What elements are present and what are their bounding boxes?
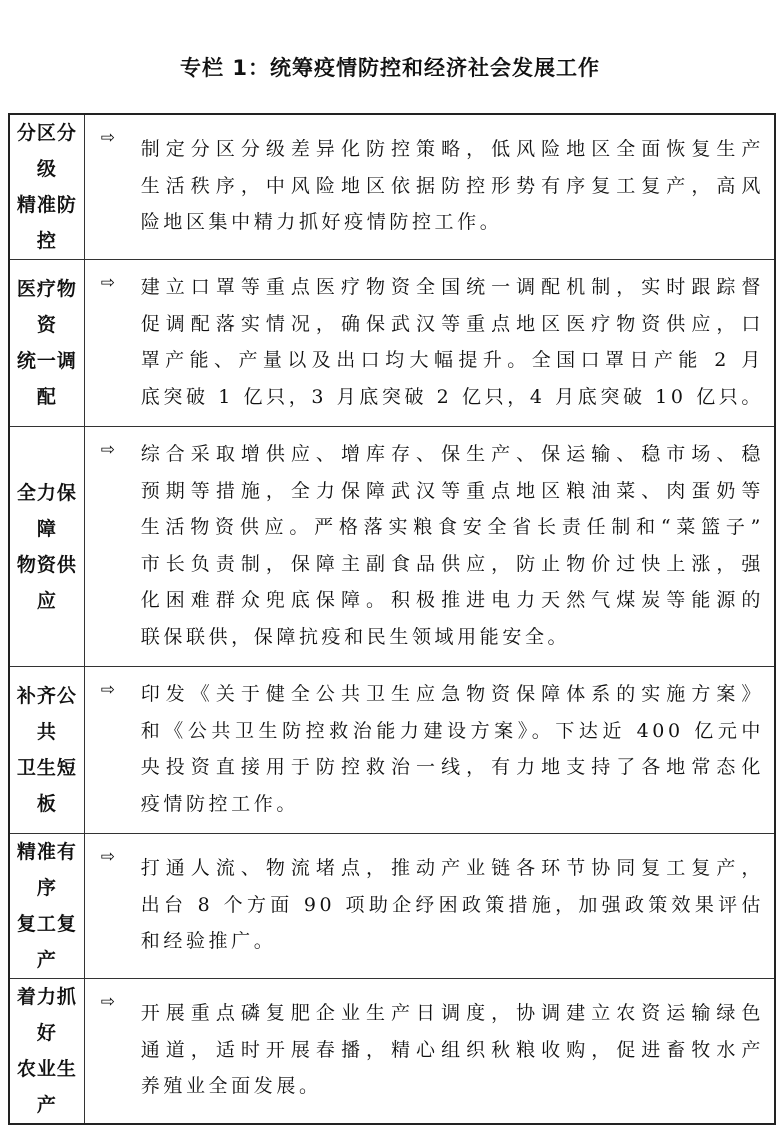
content-line: 疫情防控工作。 bbox=[140, 792, 299, 815]
content-line: 罩产能、产量以及出口均大幅提升。全国口罩日产能 2 月 bbox=[140, 349, 764, 371]
table-row bbox=[9, 667, 775, 834]
row-heading-line: 着力抓好 bbox=[16, 986, 77, 1044]
content-line: 化困难群众兜底保障。积极推进电力天然气煤炭等能源的 bbox=[140, 589, 764, 611]
row-heading bbox=[9, 260, 84, 427]
content-line: 出台 8 个方面 90 项助企纾困政策措施，加强政策效果评估 bbox=[140, 893, 764, 916]
row-heading-line: 医疗物资 bbox=[16, 278, 77, 336]
row-heading bbox=[9, 667, 84, 834]
hollow-arrow-bullet-icon: ⇨ bbox=[100, 128, 115, 148]
table-row bbox=[9, 427, 775, 667]
row-heading bbox=[9, 114, 84, 260]
table-row bbox=[9, 979, 775, 1125]
row-content bbox=[84, 979, 775, 1125]
content-line: 促调配落实情况，确保武汉等重点地区医疗物资供应，口 bbox=[140, 312, 764, 335]
content-line: 险地区集中精力抓好疫情防控工作。 bbox=[140, 211, 503, 234]
content-line: 开展重点磷复肥企业生产日调度，协调建立农资运输绿色 bbox=[140, 1002, 764, 1025]
content-line: 综合采取增供应、增库存、保生产、保运输、稳市场、稳 bbox=[140, 443, 764, 465]
content-line: 央投资直接用于防控救治一线，有力地支持了各地常态化 bbox=[140, 756, 764, 778]
row-heading-line: 分区分级 bbox=[16, 122, 77, 180]
content-line: 和经验推广。 bbox=[140, 930, 277, 953]
row-heading-line: 全力保障 bbox=[16, 481, 77, 540]
content-line: 市长负责制，保障主副食品供应，防止物价过快上涨，强 bbox=[140, 552, 764, 575]
row-heading-line: 补齐公共 bbox=[16, 685, 77, 743]
content-line: 生活物资供应。严格落实粮食安全省长责任制和“菜篮子” bbox=[140, 516, 764, 538]
row-heading bbox=[9, 834, 84, 979]
content-line: 底突破 1 亿只，3 月底突破 2 亿只，4 月底突破 10 亿只。 bbox=[140, 385, 764, 408]
page-title: 专栏 1：统筹疫情防控和经济社会发展工作 bbox=[180, 56, 600, 80]
row-heading-line: 精准防控 bbox=[16, 194, 77, 252]
row-heading-line: 复工复产 bbox=[16, 913, 77, 971]
content-line: 通道，适时开展春播，精心组织秋粮收购，促进畜牧水产 bbox=[140, 1038, 764, 1061]
hollow-arrow-bullet-icon: ⇨ bbox=[100, 992, 115, 1012]
content-line: 生活秩序，中风险地区依据防控形势有序复工复产，高风 bbox=[140, 174, 764, 197]
content-line: 建立口罩等重点医疗物资全国统一调配机制，实时跟踪督 bbox=[140, 276, 764, 298]
row-heading-line: 统一调配 bbox=[16, 350, 77, 408]
content-line: 联保联供，保障抗疫和民生领域用能安全。 bbox=[140, 625, 571, 648]
row-heading-line: 物资供应 bbox=[16, 553, 77, 612]
row-heading bbox=[9, 427, 84, 667]
content-line: 预期等措施，全力保障武汉等重点地区粮油菜、肉蛋奶等 bbox=[140, 479, 764, 502]
column-table bbox=[8, 113, 776, 1125]
content-line: 和《公共卫生防控救治能力建设方案》。下达近 400 亿元中 bbox=[140, 719, 764, 742]
row-content bbox=[84, 834, 775, 979]
content-line: 养殖业全面发展。 bbox=[140, 1075, 322, 1098]
hollow-arrow-bullet-icon: ⇨ bbox=[100, 273, 115, 293]
hollow-arrow-bullet-icon: ⇨ bbox=[100, 847, 115, 867]
content-line: 印发《关于健全公共卫生应急物资保障体系的实施方案》 bbox=[140, 683, 764, 705]
content-line: 打通人流、物流堵点，推动产业链各环节协同复工复产， bbox=[140, 857, 764, 880]
content-line: 制定分区分级差异化防控策略，低风险地区全面恢复生产 bbox=[140, 138, 764, 161]
row-content bbox=[84, 427, 775, 667]
table-row bbox=[9, 260, 775, 427]
row-heading-line: 农业生产 bbox=[16, 1058, 77, 1116]
table-row bbox=[9, 114, 775, 260]
row-content bbox=[84, 260, 775, 427]
row-heading-line: 精准有序 bbox=[16, 841, 77, 899]
table-row bbox=[9, 834, 775, 979]
row-content bbox=[84, 667, 775, 834]
row-heading bbox=[9, 979, 84, 1125]
row-heading-line: 卫生短板 bbox=[16, 757, 77, 815]
row-content bbox=[84, 114, 775, 260]
hollow-arrow-bullet-icon: ⇨ bbox=[100, 440, 115, 460]
hollow-arrow-bullet-icon: ⇨ bbox=[100, 680, 115, 700]
